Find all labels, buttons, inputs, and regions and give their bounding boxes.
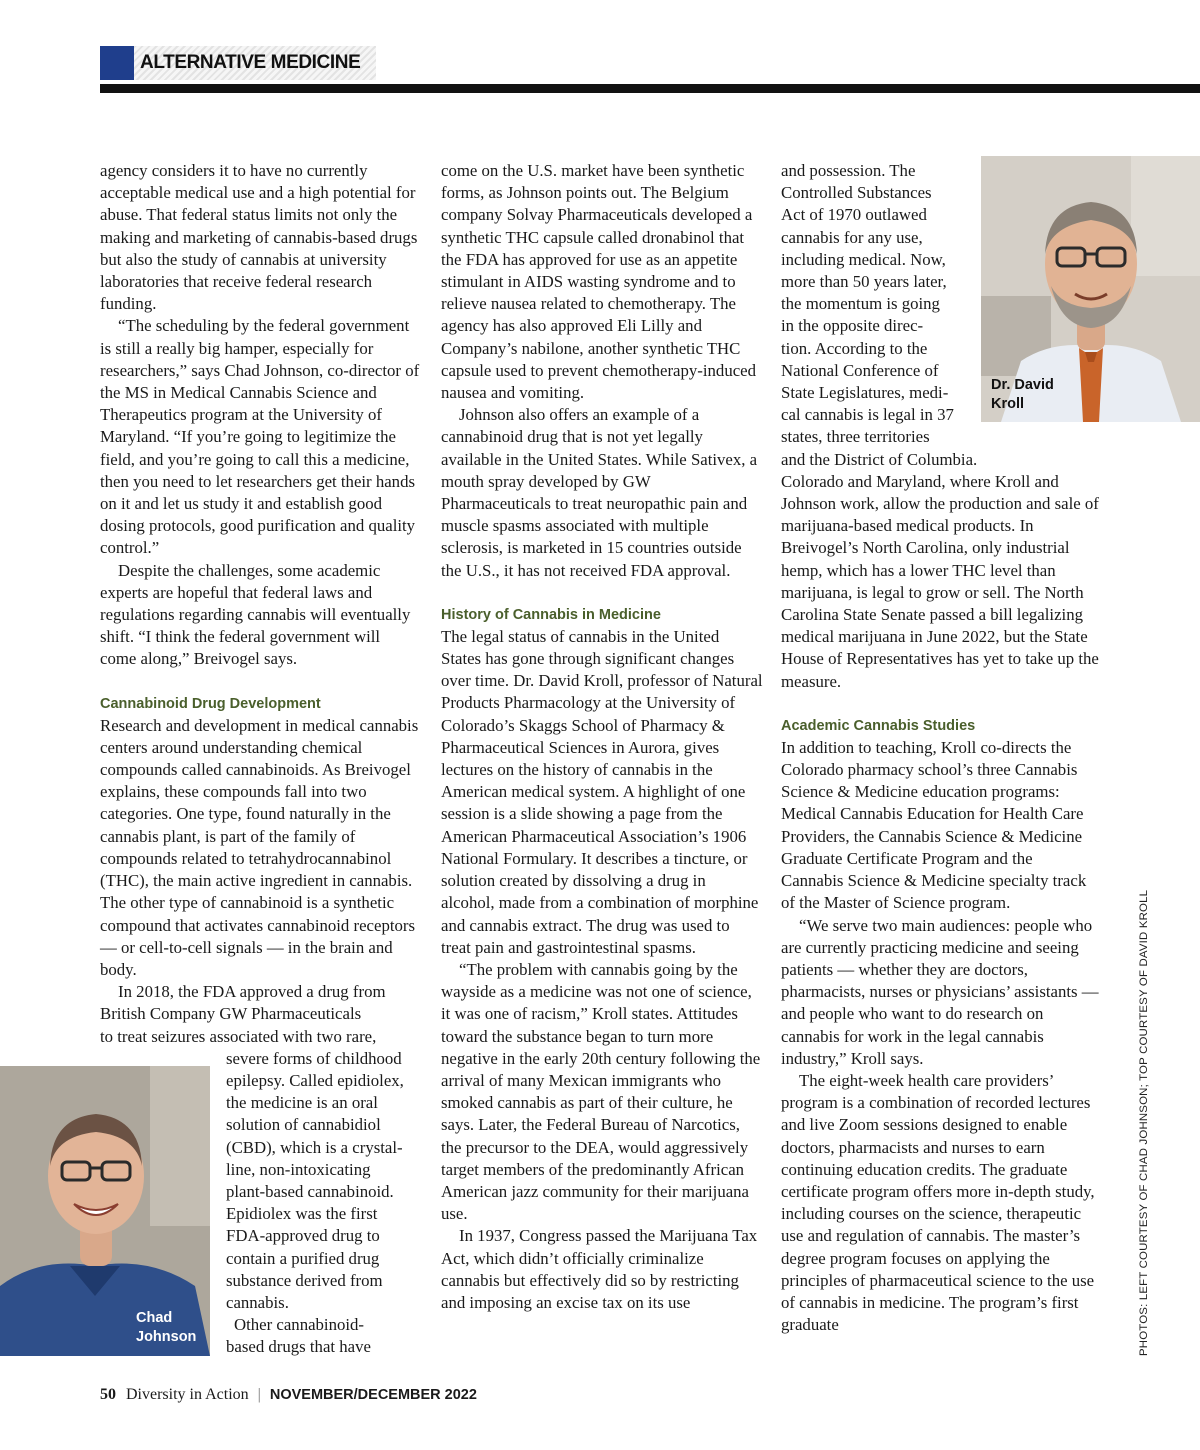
- text-line: Controlled Substances: [781, 183, 932, 203]
- paragraph: Research and development in medical cannabis centers around understanding chemical compounds called cannabinoids. As Breivogel explains, these compounds fall into two categories. One type, found naturally in the cannabis plant, is part of the family of compounds related to tetrahydrocannabinol (THC), the main active ingredient in cannabis. The other type of cannabinoid is a synthetic compound that activates cannabinoid receptors — or cell-to-cell signals — in the brain and body.: [100, 715, 419, 979]
- text-line: substance derived from: [226, 1270, 383, 1290]
- text-line: including medical. Now,: [781, 249, 946, 269]
- paragraph: come on the U.S. market have been synthetic forms, as Johnson points out. The Belgium company Solvay Pharmaceuticals developed a synthetic THC capsule called dronabinol that the FDA has approved for use as an appetite stimulant in AIDS wasting syndrome and to relieve nausea related to chemotherapy. The agency has also approved Eli Lilly and Company’s nabilone, another synthetic THC capsule used to prevent chemotherapy-induced nausea and vomiting.: [441, 161, 756, 403]
- text-line: British Company GW Pharmaceuticals: [100, 1004, 362, 1024]
- subheading: Academic Cannabis Studies: [781, 717, 976, 734]
- text-line: FDA-approved drug to: [226, 1226, 380, 1246]
- caption-line: Dr. David: [991, 377, 1054, 393]
- text-run: Colorado and Maryland, where Kroll and Johnson work, allow the production and sale of marijuana-based medical products. In Breivogel’s North Carolina, only industrial hemp, which has a lower THC level than marijuana, is legal to grow or sell. The North Carolina State Senate passed a bill legalizing medical marijuana in June 2022, but the State House of Representatives has yet to take up the measure.: [781, 471, 1099, 691]
- paragraph: The eight-week health care providers’ program is a combination of recorded lectures and live Zoom sessions designed to enable doctors, pharmacists and nurses to earn continuing education credits. The graduate certificate program offers more in-depth study, including courses on the science, therapeutic use and regulation of cannabis. The master’s degree program focuses on applying the principles of pharmaceutical science to the use of cannabis in medicine. The program’s first graduate: [781, 1070, 1095, 1335]
- article-column-2: [441, 160, 763, 1314]
- text-line: the momentum is going: [781, 294, 940, 314]
- text-line: cal cannabis is legal in 37: [781, 405, 954, 425]
- subheading: History of Cannabis in Medicine: [441, 606, 661, 623]
- text-line: (CBD), which is a crystal-: [226, 1137, 403, 1157]
- text-line: in the opposite direc-: [781, 316, 924, 336]
- text-line: Other cannabinoid-: [234, 1315, 365, 1335]
- text-line: line, non-intoxicating: [226, 1159, 371, 1179]
- paragraph: Johnson also offers an example of a cannabinoid drug that is not yet legally available in the United States. While Sativex, a mouth spray developed by GW Pharmaceuticals to treat neuropathic pain and muscle spasms associated with multiple sclerosis, is marketed in 15 countries outside the U.S., it has not received FDA approval.: [441, 405, 758, 580]
- caption-line: Chad: [136, 1310, 173, 1326]
- paragraph: “The scheduling by the federal government is still a really big hamper, especially for researchers,” says Chad Johnson, co-director of the MS in Medical Cannabis Science and Therapeutics program at the University of Maryland. “If you’re going to legitimize the field, and you’re going to call this a medicine, then you need to let researchers get their hands on it and let us study it and establish good dosing protocols, good purification and quality control.”: [100, 316, 420, 558]
- text-line: the medicine is an oral: [226, 1093, 378, 1113]
- text-line: cannabis for any use,: [781, 227, 923, 247]
- text-line: severe forms of childhood: [226, 1048, 402, 1068]
- text-line: and possession. The: [781, 161, 916, 180]
- header-rule: [100, 84, 1200, 93]
- text-line: In 2018, the FDA approved a drug from: [118, 982, 386, 1002]
- text-line: Act of 1970 outlawed: [781, 205, 927, 225]
- paragraph: Despite the challenges, some academic experts are hopeful that federal laws and regulations regarding cannabis will eventually shift. “I think the federal government will come along,” Breivogel says.: [100, 560, 411, 669]
- text-line: National Conference of: [781, 360, 939, 380]
- text-line: to treat seizures associated with two rare,: [100, 1026, 377, 1046]
- photo-caption-johnson: [136, 1309, 196, 1347]
- text-line: epilepsy. Called epidiolex,: [226, 1070, 404, 1090]
- paragraph: agency considers it to have no currently acceptable medical use and a high potential for abuse. That federal status limits not only the making and marketing of cannabis-based drugs but also the study of cannabis at university laboratories that receive federal research funding.: [100, 161, 418, 314]
- paragraph: In 1937, Congress passed the Marijuana Tax Act, which didn’t officially criminalize cannabis but effectively did so by restricting and imposing an excise tax on its use: [441, 1226, 758, 1312]
- page-number: 50: [100, 1386, 116, 1403]
- text-line: Epidiolex was the first: [226, 1204, 378, 1224]
- page-footer: [100, 1386, 477, 1404]
- text-line: tion. According to the: [781, 338, 928, 358]
- text-line: solution of cannabidiol: [226, 1115, 381, 1135]
- paragraph: The legal status of cannabis in the United States has gone through significant changes over time. Dr. David Kroll, professor of Natural Products Pharmacology at the University of Colorado’s Skaggs School of Pharmacy & Pharmaceutical Sciences in Aurora, gives lectures on the history of cannabis in the American medical system. A highlight of one session is a slide showing a page from the American Pharmaceutical Association’s 1906 National Formulary. It describes a tincture, or solution created by dissolving a drug in alcohol, made from a combination of morphine and cannabis extract. The drug was used to treat pain and gastrointestinal spasms.: [441, 626, 763, 957]
- paragraph: “The problem with cannabis going by the wayside as a medicine was not one of science, it was one of racism,” Kroll states. Attitudes toward the substance began to turn more negative in the early 20th century following the arrival of many Mexican immigrants who smoked cannabis as part of their culture, he says. Later, the Federal Bureau of Narcotics, the precursor to the DEA, would aggressively target members of the predominantly African American jazz community for their marijuana use.: [441, 959, 761, 1224]
- paragraph: In addition to teaching, Kroll co-directs the Colorado pharmacy school’s three Cannabis Science & Medicine education programs: Medical Cannabis Education for Health Care Providers, the Cannabis Science & Medicine Graduate Certificate Program and the Cannabis Science & Medicine specialty track of the Master of Science program.: [781, 737, 1087, 913]
- text-line: plant-based cannabinoid.: [226, 1181, 394, 1201]
- section-label: ALTERNATIVE MEDICINE: [140, 52, 361, 73]
- subheading: Cannabinoid Drug Development: [100, 695, 321, 712]
- caption-line: Kroll: [991, 396, 1025, 412]
- paragraph: “We serve two main audiences: people who are currently practicing medicine and seeing patients — whether they are doctors, pharmacists, nurses or physicians’ assistants — and people who want to do research on cannabis for work in the legal cannabis industry,” Kroll says.: [781, 915, 1099, 1068]
- publication-name: Diversity in Action: [126, 1386, 249, 1403]
- text-line: and the District of Columbia.: [781, 449, 978, 469]
- text-line: based drugs that have: [226, 1337, 371, 1357]
- caption-line: Johnson: [136, 1329, 197, 1345]
- text-line: contain a purified drug: [226, 1248, 380, 1268]
- text-line: more than 50 years later,: [781, 272, 947, 292]
- text-line: states, three territories: [781, 427, 930, 447]
- text-line: cannabis.: [226, 1292, 289, 1312]
- section-color-block: [100, 46, 134, 80]
- footer-separator: |: [257, 1386, 261, 1403]
- photo-credit: PHOTOS: LEFT COURTESY OF CHAD JOHNSON; TOP COURTESY OF DAVID KROLL: [1138, 889, 1150, 1356]
- text-line: State Legislatures, medi-: [781, 383, 949, 403]
- issue-date: NOVEMBER/DECEMBER 2022: [269, 1387, 477, 1403]
- photo-caption-kroll: [991, 376, 1054, 414]
